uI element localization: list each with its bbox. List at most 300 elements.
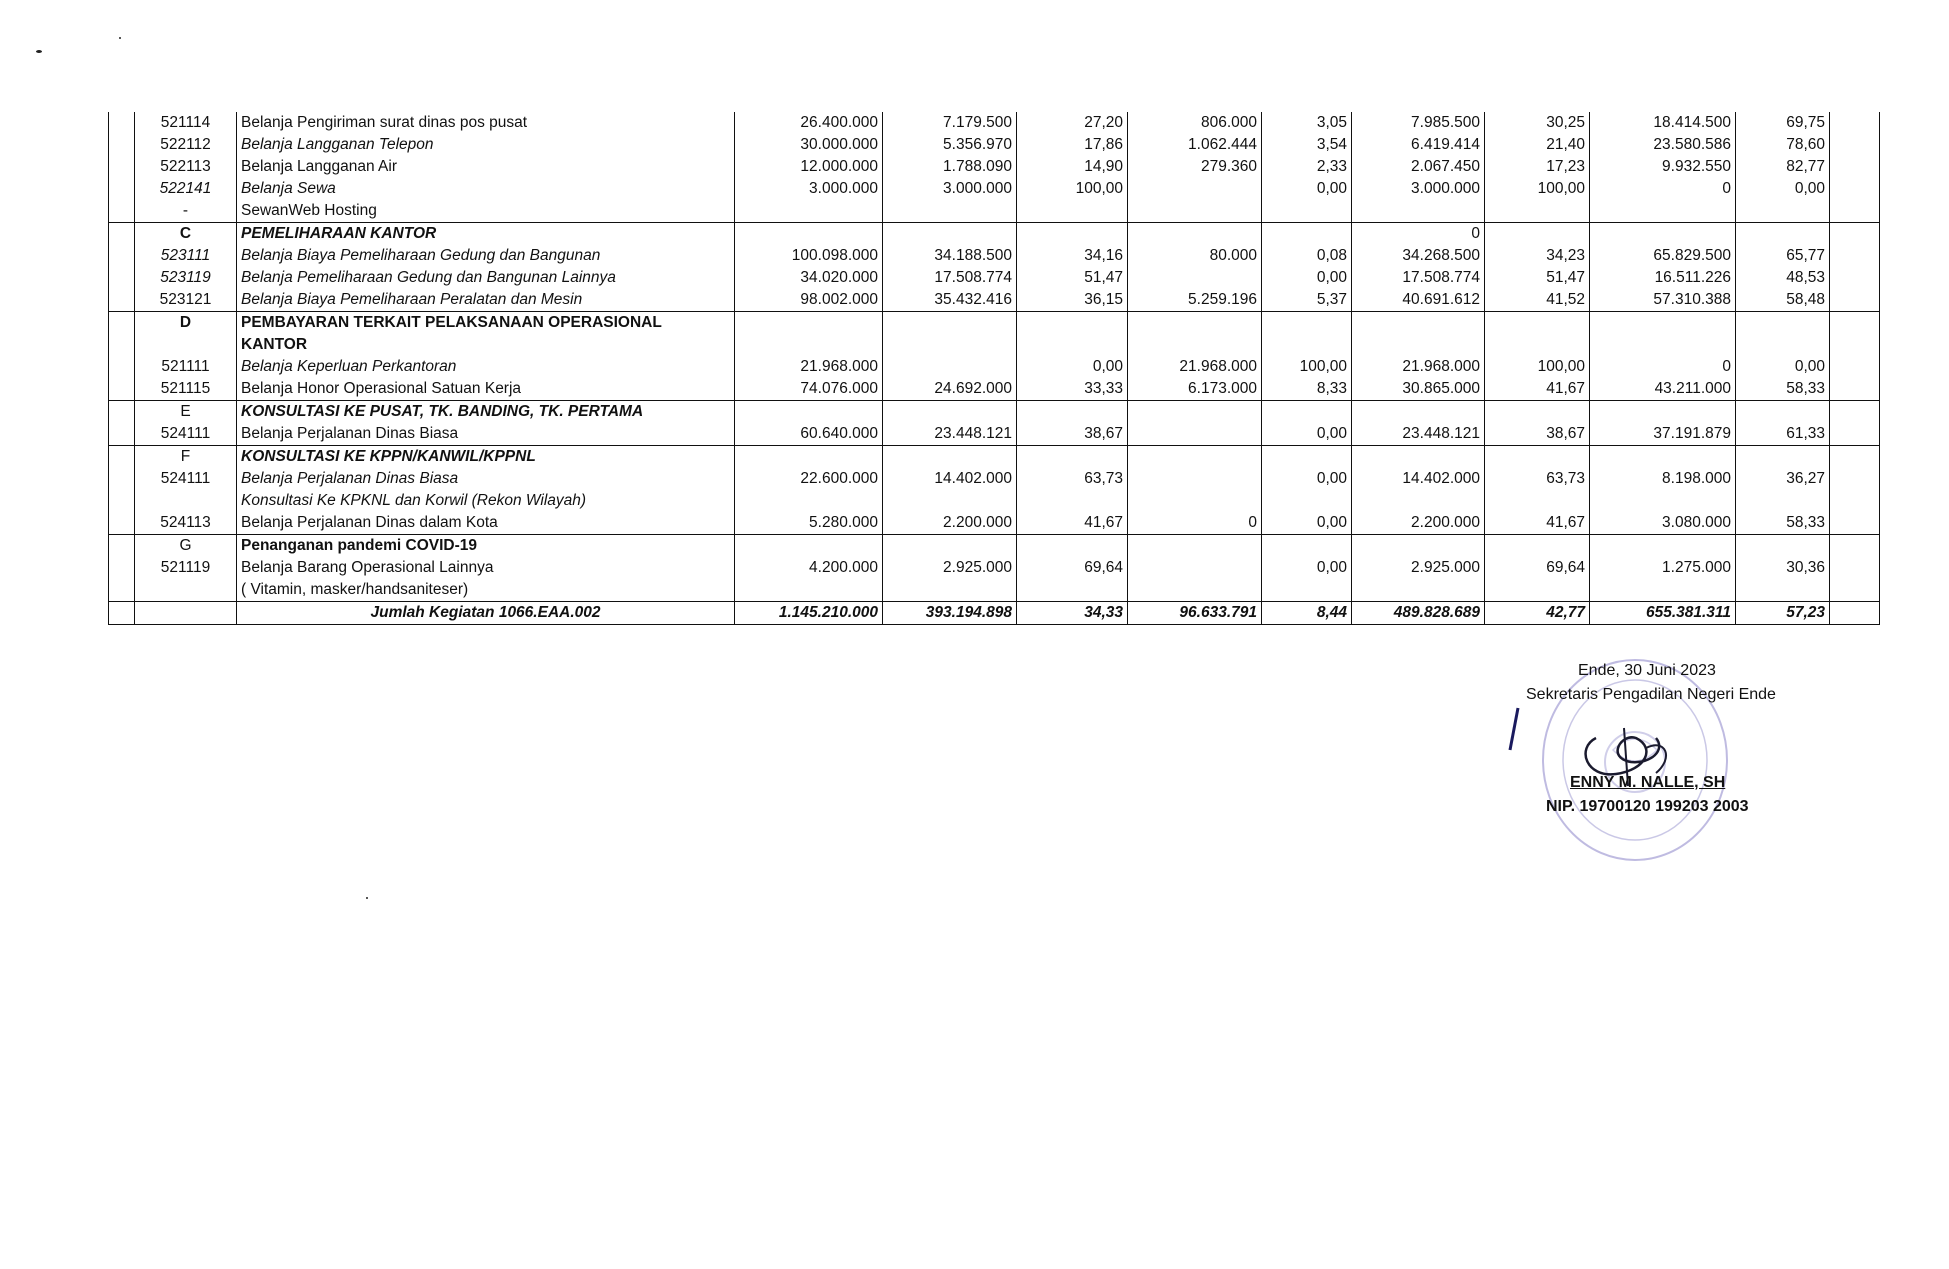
value-col-6: [1352, 490, 1485, 512]
value-col-8: 0: [1590, 178, 1736, 200]
signatory-name: ENNY M. NALLE, SH: [1570, 774, 1726, 791]
value-col-5: 3,54: [1262, 134, 1352, 156]
value-col-8: 1.275.000: [1590, 557, 1736, 579]
value-col-8: 37.191.879: [1590, 423, 1736, 446]
value-col-7: [1485, 579, 1590, 602]
trailing-cell: [1830, 200, 1880, 223]
value-col-6: 17.508.774: [1352, 267, 1485, 289]
value-col-6: [1352, 334, 1485, 356]
value-col-4: [1128, 312, 1262, 335]
value-col-1: [735, 535, 883, 558]
budget-realization-table: [108, 112, 1880, 625]
trailing-cell: [1830, 490, 1880, 512]
account-code: 524113: [135, 512, 237, 535]
value-col-1: 1.145.210.000: [735, 602, 883, 625]
value-col-9: [1736, 401, 1830, 424]
value-col-9: 61,33: [1736, 423, 1830, 446]
value-col-4: 279.360: [1128, 156, 1262, 178]
item-description: Belanja Langganan Telepon: [237, 134, 735, 156]
margin-cell: [109, 178, 135, 200]
value-col-2: [883, 312, 1017, 335]
value-col-8: 65.829.500: [1590, 245, 1736, 267]
table-row: [109, 245, 1880, 267]
table-row: [109, 535, 1880, 558]
value-col-5: [1262, 312, 1352, 335]
item-description: Penanganan pandemi COVID-19: [237, 535, 735, 558]
value-col-4: [1128, 446, 1262, 469]
value-col-4: 6.173.000: [1128, 378, 1262, 401]
margin-cell: [109, 267, 135, 289]
value-col-1: [735, 334, 883, 356]
value-col-3: [1017, 535, 1128, 558]
scan-speck: [366, 897, 368, 899]
value-col-5: [1262, 535, 1352, 558]
value-col-2: 2.925.000: [883, 557, 1017, 579]
value-col-6: [1352, 200, 1485, 223]
value-col-2: 1.788.090: [883, 156, 1017, 178]
value-col-6: [1352, 401, 1485, 424]
table-row: [109, 178, 1880, 200]
trailing-cell: [1830, 535, 1880, 558]
value-col-9: [1736, 334, 1830, 356]
value-col-8: 8.198.000: [1590, 468, 1736, 490]
value-col-9: 78,60: [1736, 134, 1830, 156]
margin-cell: [109, 156, 135, 178]
value-col-6: 23.448.121: [1352, 423, 1485, 446]
value-col-4: [1128, 267, 1262, 289]
value-col-7: 42,77: [1485, 602, 1590, 625]
value-col-5: 0,00: [1262, 267, 1352, 289]
account-code: [135, 602, 237, 625]
trailing-cell: [1830, 334, 1880, 356]
item-description: Konsultasi Ke KPKNL dan Korwil (Rekon Wilayah): [237, 490, 735, 512]
value-col-8: [1590, 334, 1736, 356]
signatory-nip: NIP. 19700120 199203 2003: [1546, 798, 1749, 815]
margin-cell: [109, 312, 135, 335]
account-code: 521115: [135, 378, 237, 401]
item-description: Belanja Langganan Air: [237, 156, 735, 178]
value-col-7: 69,64: [1485, 557, 1590, 579]
trailing-cell: [1830, 557, 1880, 579]
value-col-2: 23.448.121: [883, 423, 1017, 446]
value-col-8: [1590, 401, 1736, 424]
value-col-4: 80.000: [1128, 245, 1262, 267]
value-col-2: [883, 490, 1017, 512]
item-description: KONSULTASI KE KPPN/KANWIL/KPPNL: [237, 446, 735, 469]
value-col-2: 35.432.416: [883, 289, 1017, 312]
value-col-9: 69,75: [1736, 112, 1830, 134]
value-col-8: [1590, 200, 1736, 223]
value-col-5: 100,00: [1262, 356, 1352, 378]
value-col-3: [1017, 579, 1128, 602]
value-col-3: 100,00: [1017, 178, 1128, 200]
value-col-1: 5.280.000: [735, 512, 883, 535]
account-code: [135, 490, 237, 512]
account-code: 523119: [135, 267, 237, 289]
value-col-3: 36,15: [1017, 289, 1128, 312]
value-col-9: [1736, 579, 1830, 602]
value-col-5: 0,00: [1262, 468, 1352, 490]
value-col-1: 21.968.000: [735, 356, 883, 378]
value-col-8: 16.511.226: [1590, 267, 1736, 289]
value-col-1: 98.002.000: [735, 289, 883, 312]
value-col-2: 7.179.500: [883, 112, 1017, 134]
value-col-2: [883, 401, 1017, 424]
value-col-4: [1128, 557, 1262, 579]
value-col-3: 14,90: [1017, 156, 1128, 178]
value-col-9: 0,00: [1736, 178, 1830, 200]
account-code: 522113: [135, 156, 237, 178]
table-row: [109, 334, 1880, 356]
value-col-2: 24.692.000: [883, 378, 1017, 401]
account-code: 522141: [135, 178, 237, 200]
value-col-5: [1262, 223, 1352, 246]
value-col-5: [1262, 579, 1352, 602]
value-col-9: 30,36: [1736, 557, 1830, 579]
value-col-7: 38,67: [1485, 423, 1590, 446]
value-col-9: [1736, 223, 1830, 246]
value-col-7: [1485, 535, 1590, 558]
signature-block: [1500, 650, 1800, 870]
value-col-5: [1262, 401, 1352, 424]
value-col-6: 2.067.450: [1352, 156, 1485, 178]
table-row: [109, 223, 1880, 246]
value-col-7: 30,25: [1485, 112, 1590, 134]
value-col-6: 40.691.612: [1352, 289, 1485, 312]
value-col-1: [735, 579, 883, 602]
item-description: KANTOR: [237, 334, 735, 356]
value-col-6: 14.402.000: [1352, 468, 1485, 490]
table-row: [109, 134, 1880, 156]
trailing-cell: [1830, 178, 1880, 200]
margin-cell: [109, 468, 135, 490]
item-description: Belanja Sewa: [237, 178, 735, 200]
value-col-4: [1128, 200, 1262, 223]
trailing-cell: [1830, 446, 1880, 469]
margin-cell: [109, 557, 135, 579]
value-col-8: 57.310.388: [1590, 289, 1736, 312]
value-col-3: [1017, 200, 1128, 223]
table-row: [109, 490, 1880, 512]
account-code: 521114: [135, 112, 237, 134]
value-col-3: [1017, 446, 1128, 469]
value-col-5: 0,08: [1262, 245, 1352, 267]
margin-cell: [109, 401, 135, 424]
scan-speck: [36, 50, 42, 53]
value-col-1: [735, 401, 883, 424]
account-code: 522112: [135, 134, 237, 156]
value-col-6: 7.985.500: [1352, 112, 1485, 134]
value-col-4: [1128, 401, 1262, 424]
value-col-5: 5,37: [1262, 289, 1352, 312]
value-col-8: [1590, 490, 1736, 512]
value-col-5: [1262, 334, 1352, 356]
value-col-5: 0,00: [1262, 423, 1352, 446]
account-code: 523121: [135, 289, 237, 312]
value-col-9: 57,23: [1736, 602, 1830, 625]
table-row: [109, 156, 1880, 178]
table-row: [109, 512, 1880, 535]
item-description: Jumlah Kegiatan 1066.EAA.002: [237, 602, 735, 625]
value-col-7: [1485, 490, 1590, 512]
value-col-3: [1017, 401, 1128, 424]
item-description: Belanja Perjalanan Dinas dalam Kota: [237, 512, 735, 535]
trailing-cell: [1830, 356, 1880, 378]
account-code: 524111: [135, 468, 237, 490]
item-description: Belanja Keperluan Perkantoran: [237, 356, 735, 378]
value-col-8: 23.580.586: [1590, 134, 1736, 156]
value-col-5: 8,44: [1262, 602, 1352, 625]
value-col-4: [1128, 223, 1262, 246]
value-col-3: [1017, 334, 1128, 356]
margin-cell: [109, 378, 135, 401]
value-col-3: 0,00: [1017, 356, 1128, 378]
value-col-6: 30.865.000: [1352, 378, 1485, 401]
trailing-cell: [1830, 468, 1880, 490]
account-code: D: [135, 312, 237, 335]
table-row: [109, 557, 1880, 579]
signature-date: Ende, 30 Juni 2023: [1578, 662, 1716, 679]
account-code: -: [135, 200, 237, 223]
table-row: [109, 468, 1880, 490]
value-col-8: 43.211.000: [1590, 378, 1736, 401]
value-col-9: [1736, 200, 1830, 223]
table-row: [109, 112, 1880, 134]
account-code: 521111: [135, 356, 237, 378]
value-col-3: [1017, 490, 1128, 512]
value-col-3: [1017, 312, 1128, 335]
value-col-8: [1590, 312, 1736, 335]
table-row: [109, 602, 1880, 625]
item-description: Belanja Biaya Pemeliharaan Peralatan dan Mesin: [237, 289, 735, 312]
value-col-3: 51,47: [1017, 267, 1128, 289]
value-col-1: 3.000.000: [735, 178, 883, 200]
value-col-1: 60.640.000: [735, 423, 883, 446]
scan-speck: [119, 37, 121, 39]
value-col-2: [883, 334, 1017, 356]
value-col-3: 63,73: [1017, 468, 1128, 490]
value-col-1: [735, 200, 883, 223]
value-col-8: 655.381.311: [1590, 602, 1736, 625]
item-description: Belanja Perjalanan Dinas Biasa: [237, 468, 735, 490]
value-col-4: 806.000: [1128, 112, 1262, 134]
value-col-7: [1485, 446, 1590, 469]
value-col-3: 27,20: [1017, 112, 1128, 134]
value-col-1: 26.400.000: [735, 112, 883, 134]
value-col-6: 6.419.414: [1352, 134, 1485, 156]
value-col-6: [1352, 579, 1485, 602]
item-description: Belanja Pengiriman surat dinas pos pusat: [237, 112, 735, 134]
value-col-7: 34,23: [1485, 245, 1590, 267]
value-col-1: 12.000.000: [735, 156, 883, 178]
margin-cell: [109, 490, 135, 512]
value-col-2: [883, 446, 1017, 469]
value-col-5: 3,05: [1262, 112, 1352, 134]
item-description: SewanWeb Hosting: [237, 200, 735, 223]
value-col-6: 2.200.000: [1352, 512, 1485, 535]
value-col-7: 41,67: [1485, 378, 1590, 401]
value-col-7: [1485, 334, 1590, 356]
value-col-4: [1128, 579, 1262, 602]
value-col-5: 8,33: [1262, 378, 1352, 401]
value-col-3: 17,86: [1017, 134, 1128, 156]
value-col-2: [883, 223, 1017, 246]
item-description: ( Vitamin, masker/handsaniteser): [237, 579, 735, 602]
value-col-5: 0,00: [1262, 512, 1352, 535]
trailing-cell: [1830, 512, 1880, 535]
table-row: [109, 423, 1880, 446]
value-col-6: 34.268.500: [1352, 245, 1485, 267]
trailing-cell: [1830, 245, 1880, 267]
value-col-6: 2.925.000: [1352, 557, 1485, 579]
margin-cell: [109, 245, 135, 267]
value-col-3: 34,16: [1017, 245, 1128, 267]
account-code: [135, 579, 237, 602]
account-code: E: [135, 401, 237, 424]
value-col-4: 21.968.000: [1128, 356, 1262, 378]
value-col-4: [1128, 468, 1262, 490]
trailing-cell: [1830, 289, 1880, 312]
margin-cell: [109, 579, 135, 602]
value-col-9: 58,48: [1736, 289, 1830, 312]
margin-cell: [109, 334, 135, 356]
value-col-1: 4.200.000: [735, 557, 883, 579]
trailing-cell: [1830, 112, 1880, 134]
trailing-cell: [1830, 602, 1880, 625]
value-col-2: 34.188.500: [883, 245, 1017, 267]
value-col-9: 48,53: [1736, 267, 1830, 289]
margin-cell: [109, 200, 135, 223]
value-col-3: 33,33: [1017, 378, 1128, 401]
value-col-7: [1485, 223, 1590, 246]
value-col-1: 30.000.000: [735, 134, 883, 156]
value-col-9: 65,77: [1736, 245, 1830, 267]
value-col-4: 0: [1128, 512, 1262, 535]
table-row: [109, 312, 1880, 335]
trailing-cell: [1830, 378, 1880, 401]
account-code: C: [135, 223, 237, 246]
value-col-9: [1736, 535, 1830, 558]
value-col-3: 69,64: [1017, 557, 1128, 579]
value-col-1: [735, 446, 883, 469]
value-col-3: 38,67: [1017, 423, 1128, 446]
signatory-title: Sekretaris Pengadilan Negeri Ende: [1526, 686, 1776, 703]
value-col-4: 1.062.444: [1128, 134, 1262, 156]
value-col-2: 2.200.000: [883, 512, 1017, 535]
table-row: [109, 356, 1880, 378]
table-row: [109, 378, 1880, 401]
table-row: [109, 200, 1880, 223]
value-col-7: 41,67: [1485, 512, 1590, 535]
value-col-8: 18.414.500: [1590, 112, 1736, 134]
value-col-7: 63,73: [1485, 468, 1590, 490]
value-col-2: [883, 579, 1017, 602]
margin-cell: [109, 423, 135, 446]
value-col-8: [1590, 223, 1736, 246]
value-col-2: [883, 200, 1017, 223]
value-col-4: [1128, 423, 1262, 446]
value-col-8: 3.080.000: [1590, 512, 1736, 535]
margin-cell: [109, 446, 135, 469]
value-col-5: [1262, 446, 1352, 469]
value-col-1: 22.600.000: [735, 468, 883, 490]
margin-cell: [109, 134, 135, 156]
value-col-2: 14.402.000: [883, 468, 1017, 490]
trailing-cell: [1830, 423, 1880, 446]
account-code: G: [135, 535, 237, 558]
item-description: Belanja Perjalanan Dinas Biasa: [237, 423, 735, 446]
item-description: Belanja Biaya Pemeliharaan Gedung dan Bangunan: [237, 245, 735, 267]
value-col-8: 0: [1590, 356, 1736, 378]
value-col-6: 489.828.689: [1352, 602, 1485, 625]
value-col-7: 51,47: [1485, 267, 1590, 289]
value-col-2: 17.508.774: [883, 267, 1017, 289]
value-col-7: 21,40: [1485, 134, 1590, 156]
value-col-4: 96.633.791: [1128, 602, 1262, 625]
value-col-1: [735, 223, 883, 246]
item-description: Belanja Pemeliharaan Gedung dan Bangunan Lainnya: [237, 267, 735, 289]
margin-cell: [109, 289, 135, 312]
value-col-2: [883, 535, 1017, 558]
value-col-2: [883, 356, 1017, 378]
item-description: Belanja Honor Operasional Satuan Kerja: [237, 378, 735, 401]
margin-cell: [109, 512, 135, 535]
value-col-6: 0: [1352, 223, 1485, 246]
margin-cell: [109, 112, 135, 134]
value-col-2: 5.356.970: [883, 134, 1017, 156]
account-code: 524111: [135, 423, 237, 446]
item-description: PEMBAYARAN TERKAIT PELAKSANAAN OPERASIONAL: [237, 312, 735, 335]
value-col-3: [1017, 223, 1128, 246]
value-col-7: 41,52: [1485, 289, 1590, 312]
item-description: Belanja Barang Operasional Lainnya: [237, 557, 735, 579]
value-col-6: 21.968.000: [1352, 356, 1485, 378]
value-col-4: [1128, 490, 1262, 512]
value-col-5: [1262, 200, 1352, 223]
value-col-7: [1485, 401, 1590, 424]
value-col-9: [1736, 312, 1830, 335]
table-row: [109, 579, 1880, 602]
table-row: [109, 289, 1880, 312]
value-col-3: 34,33: [1017, 602, 1128, 625]
value-col-7: 17,23: [1485, 156, 1590, 178]
value-col-9: [1736, 490, 1830, 512]
value-col-1: [735, 312, 883, 335]
value-col-6: 3.000.000: [1352, 178, 1485, 200]
trailing-cell: [1830, 156, 1880, 178]
value-col-1: [735, 490, 883, 512]
value-col-4: [1128, 535, 1262, 558]
account-code: 521119: [135, 557, 237, 579]
value-col-6: [1352, 535, 1485, 558]
table-row: [109, 446, 1880, 469]
value-col-9: 36,27: [1736, 468, 1830, 490]
table-row: [109, 267, 1880, 289]
value-col-8: [1590, 446, 1736, 469]
value-col-9: [1736, 446, 1830, 469]
value-col-5: [1262, 490, 1352, 512]
value-col-6: [1352, 312, 1485, 335]
item-description: KONSULTASI KE PUSAT, TK. BANDING, TK. PERTAMA: [237, 401, 735, 424]
value-col-8: [1590, 535, 1736, 558]
value-col-1: 34.020.000: [735, 267, 883, 289]
value-col-9: 82,77: [1736, 156, 1830, 178]
margin-cell: [109, 602, 135, 625]
value-col-3: 41,67: [1017, 512, 1128, 535]
trailing-cell: [1830, 223, 1880, 246]
value-col-7: [1485, 200, 1590, 223]
value-col-5: 0,00: [1262, 557, 1352, 579]
